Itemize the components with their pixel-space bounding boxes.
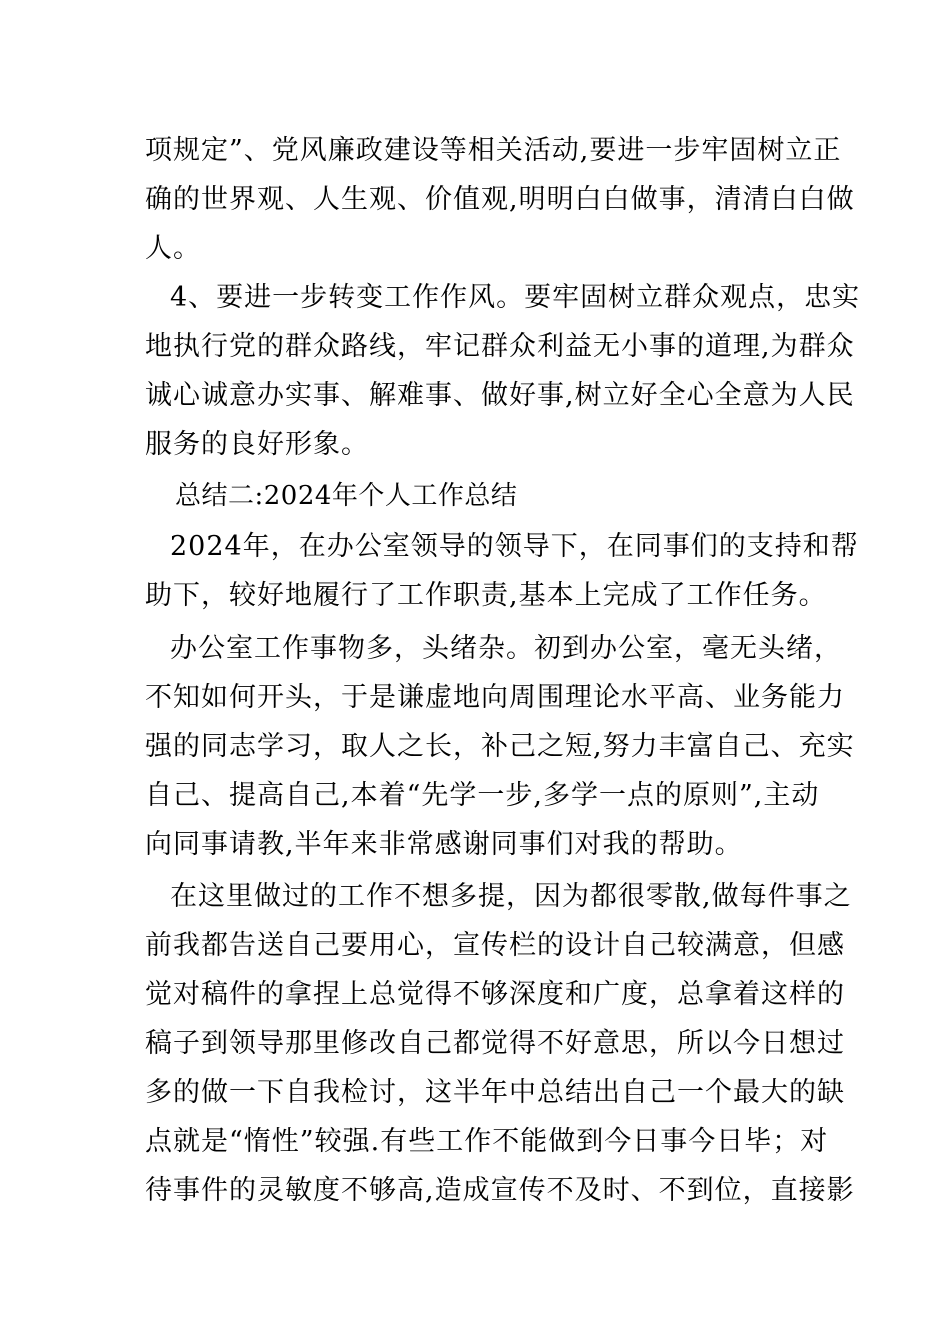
paragraph-line: 4、要进一步转变工作作风。要牢固树立群众观点，忠实: [170, 282, 861, 313]
paragraph-line: 待事件的灵敏度不够高,造成宣传不及时、不到位，直接影: [145, 1175, 855, 1206]
paragraph-line: 诚心诚意办实事、解难事、做好事,树立好全心全意为人民: [145, 380, 855, 411]
paragraph-line: 项规定”、党风廉政建设等相关活动,要进一步牢固树立正: [145, 135, 842, 166]
paragraph-line: 确的世界观、人生观、价值观,明明白白做事，清清白白做: [145, 184, 855, 215]
paragraph-line: 人。: [145, 233, 201, 264]
paragraph-line: 在这里做过的工作不想多提，因为都很零散,做每件事之: [170, 881, 852, 912]
paragraph-line: 2024年，在办公室领导的领导下，在同事们的支持和帮: [170, 531, 859, 562]
paragraph-line: 稿子到领导那里修改自己都觉得不好意思，所以今日想过: [145, 1028, 845, 1059]
paragraph-line: 强的同志学习，取人之长，补己之短,努力丰富自己、充实: [145, 731, 855, 762]
paragraph-line: 自己、提高自己,本着“先学一步,多学一点的原则”,主动: [145, 780, 820, 811]
paragraph-line: 服务的良好形象。: [145, 429, 369, 460]
section-heading: 总结二:2024年个人工作总结: [175, 481, 518, 511]
paragraph-line: 不知如何开头，于是谦虚地向周围理论水平高、业务能力: [145, 682, 845, 713]
paragraph-line: 办公室工作事物多，头绪杂。初到办公室，毫无头绪，: [170, 633, 842, 664]
paragraph-line: 助下，较好地履行了工作职责,基本上完成了工作任务。: [145, 580, 827, 611]
paragraph-line: 前我都告送自己要用心，宣传栏的设计自己较满意，但感: [145, 930, 845, 961]
paragraph-line: 点就是“惰性”较强.有些工作不能做到今日事今日毕；对: [145, 1126, 829, 1157]
paragraph-line: 向同事请教,半年来非常感谢同事们对我的帮助。: [145, 829, 743, 860]
paragraph-line: 多的做一下自我检讨，这半年中总结出自己一个最大的缺: [145, 1077, 845, 1108]
paragraph-line: 觉对稿件的拿捏上总觉得不够深度和广度，总拿着这样的: [145, 979, 845, 1010]
paragraph-line: 地执行党的群众路线，牢记群众利益无小事的道理,为群众: [145, 331, 855, 362]
